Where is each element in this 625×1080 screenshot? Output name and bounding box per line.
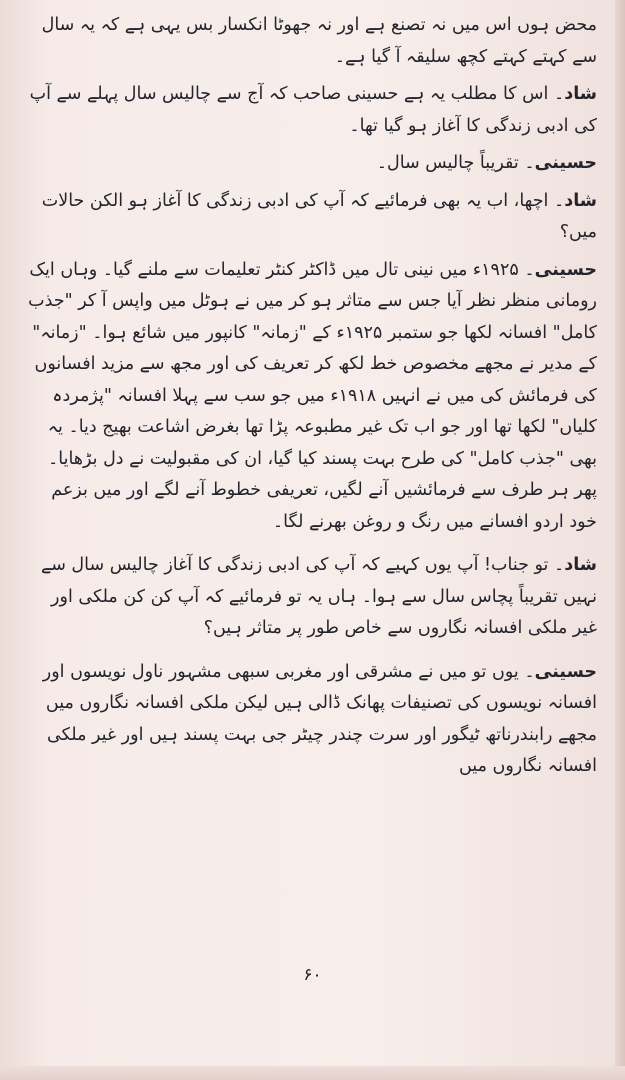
paragraph-text: ۱۹۲۵ء میں نینی تال میں ڈاکٹر کنٹر تعلیمات سے ملنے گیا۔ وہاں ایک رومانی منظر نظر آیا جس سے متاثر ہو کر میں نے ہوٹل میں واپس آ کر "جذب کامل" افسانہ لکھا جو ستمبر ۱۹۲۵ء کے "زمانہ" کانپور میں شائع ہوا۔ "زمانہ" کے مدیر نے مجھے مخصوص خط لکھ کر تعریف کی اور مجھ سے مزید افسانوں کی فرمائش کی میں نے انہیں ۱۹۱۸ء میں جو سب سے پہلا افسانہ "پژمردہ کلیاں" لکھا تھا اور جو اب تک غیر مطبوعہ پڑا تھا بغرض اشاعت بھیج دیا۔ یہ بھی "جذب کامل" کی طرح بہت پسند کیا گیا، ان کی مقبولیت نے دل بڑھایا۔ پھر ہر طرف سے فرمائشیں آنے لگیں، تعریفی خطوط آنے لگے اور میں بزعم خود اردو افسانے میں رنگ و روغن بھرنے لگا۔: [28, 259, 597, 532]
page-bottom-edge: [0, 1066, 625, 1080]
page-number: ۶۰: [303, 965, 322, 985]
paragraph-text: تقریباً چالیس سال۔: [376, 153, 519, 173]
dialogue-paragraph: حسینی۔ تقریباً چالیس سال۔: [376, 153, 597, 173]
paragraph-text: اچھا، اب یہ بھی فرمائیے کہ آپ کی ادبی زندگی کا آغاز ہو الکن حالات میں؟: [41, 190, 597, 242]
paragraph-text: اس کا مطلب یہ ہے حسینی صاحب کہ آج سے چالیس سال پہلے سے آپ کی ادبی زندگی کا آغاز ہو گیا تھا۔: [29, 84, 597, 136]
paragraph-text: یوں تو میں نے مشرقی اور مغربی سبھی مشہور ناول نویسوں اور افسانہ نویسوں کی تصنیفات پھانک ڈالی ہیں لیکن ملکی افسانہ نگاروں میں مجھے رابندرناتھ ٹیگور اور سرت چندر چیٹر جی بہت پسند ہیں اور غیر ملکی افسانہ نگاروں میں: [42, 661, 597, 776]
paragraph-text: محض ہوں اس میں نہ تصنع ہے اور نہ جھوٹا انکسار بس یہی ہے کہ یہ سال سے کہتے کہتے کچھ سلیقہ آ گیا ہے۔: [41, 15, 597, 67]
speaker-name: شاد: [564, 84, 597, 104]
dialogue-paragraph: حسینی۔ یوں تو میں نے مشرقی اور مغربی سبھی مشہور ناول نویسوں اور افسانہ نویسوں کی تصنیفات پھانک ڈالی ہیں لیکن ملکی افسانہ نگاروں میں مجھے رابندرناتھ ٹیگور اور سرت چندر چیٹر جی بہت پسند ہیں اور غیر ملکی افسانہ نگاروں میں: [42, 661, 597, 776]
page-edge-shadow: [615, 0, 625, 1080]
dialogue-paragraph: شاد۔ اس کا مطلب یہ ہے حسینی صاحب کہ آج سے چالیس سال پہلے سے آپ کی ادبی زندگی کا آغاز ہو گیا تھا۔: [29, 84, 597, 136]
paragraph-text: تو جناب! آپ یوں کہیے کہ آپ کی ادبی زندگی کا آغاز چالیس سال سے نہیں تقریباً پچاس سال سے ہوا۔ ہاں یہ تو فرمائیے کہ آپ کن کن ملکی اور غیر ملکی افسانہ نگاروں سے خاص طور پر متاثر ہیں؟: [40, 555, 597, 638]
speaker-name: شاد: [564, 190, 597, 211]
speaker-name: حسینی: [534, 153, 597, 173]
speaker-name: شاد: [564, 555, 597, 575]
dialogue-paragraph: شاد۔ تو جناب! آپ یوں کہیے کہ آپ کی ادبی زندگی کا آغاز چالیس سال سے نہیں تقریباً پچاس سال سے ہوا۔ ہاں یہ تو فرمائیے کہ آپ کن کن ملکی اور غیر ملکی افسانہ نگاروں سے خاص طور پر متاثر ہیں؟: [40, 555, 597, 638]
speaker-name: حسینی: [534, 661, 597, 682]
dialogue-paragraph: حسینی۔ ۱۹۲۵ء میں نینی تال میں ڈاکٹر کنٹر تعلیمات سے ملنے گیا۔ وہاں ایک رومانی منظر نظر آیا جس سے متاثر ہو کر میں نے ہوٹل میں واپس آ کر "جذب کامل" افسانہ لکھا جو ستمبر ۱۹۲۵ء کے "زمانہ" کانپور میں شائع ہوا۔ "زمانہ" کے مدیر نے مجھے مخصوص خط لکھ کر تعریف کی اور مجھ سے مزید افسانوں کی فرمائش کی میں نے انہیں ۱۹۱۸ء میں جو سب سے پہلا افسانہ "پژمردہ کلیاں" لکھا تھا اور جو اب تک غیر مطبوعہ پڑا تھا بغرض اشاعت بھیج دیا۔ یہ بھی "جذب کامل" کی طرح بہت پسند کیا گیا، ان کی مقبولیت نے دل بڑھایا۔ پھر ہر طرف سے فرمائشیں آنے لگیں، تعریفی خطوط آنے لگے اور میں بزعم خود اردو افسانے میں رنگ و روغن بھرنے لگا۔: [28, 259, 597, 532]
dialogue-paragraph: شاد۔ اچھا، اب یہ بھی فرمائیے کہ آپ کی ادبی زندگی کا آغاز ہو الکن حالات میں؟: [41, 190, 597, 242]
paragraph: [22, 10, 597, 73]
page-body: [22, 10, 597, 783]
speaker-name: حسینی: [534, 259, 597, 280]
